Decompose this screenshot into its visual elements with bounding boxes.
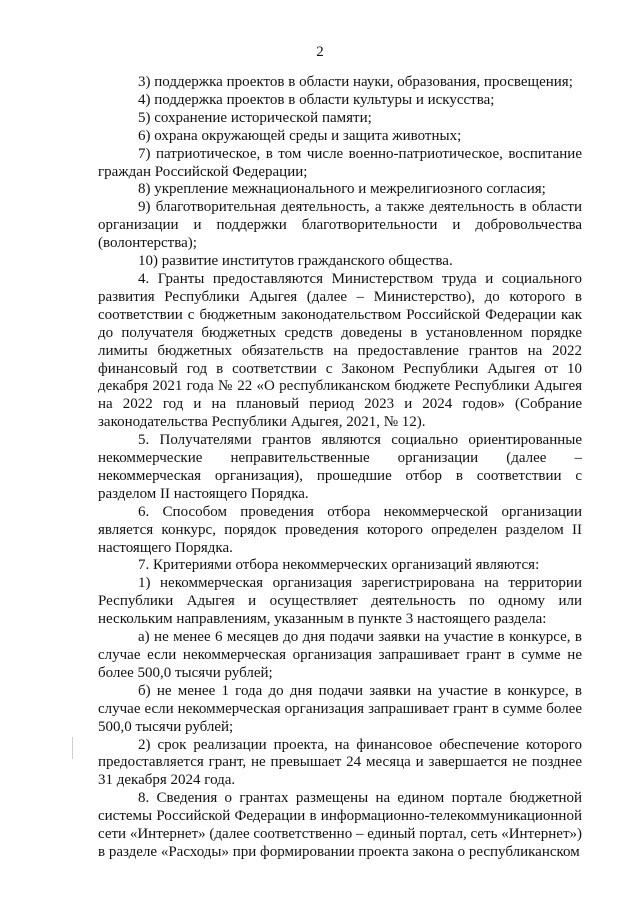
list-item-civil-society: 10) развитие институтов гражданского общества. <box>138 253 453 270</box>
list-item-patriotic-education: 7) патриотическое, в том числе военно-патриотическое, воспитание граждан Российской Федерации; <box>98 145 582 180</box>
clause-7-selection-criteria: 7. Критериями отбора некоммерческих организаций являются: <box>138 557 540 574</box>
list-item-historical-memory: 5) сохранение исторической памяти; <box>138 109 372 126</box>
criterion-1b: б) не менее 1 года до дня подачи заявки на участие в конкурсе, в случае если некоммерческая организация запрашивает грант в сумме более 500,0 тысячи рублей; <box>98 682 582 735</box>
clause-6-selection-method: 6. Способом проведения отбора некоммерческой организации является конкурс, порядок проведения которого определен разделом II настоящего Порядка. <box>98 503 582 556</box>
list-item-science: 3) поддержка проектов в области науки, образования, просвещения; <box>138 74 573 90</box>
clause-5-grant-recipients: 5. Получателями грантов являются социально ориентированные некоммерческие неправительственные организации (далее – некоммерческая организация), прошедшие отбор в соответствии с разделом II настоящего Порядка. <box>98 432 582 502</box>
scan-mark <box>72 737 73 759</box>
list-item-charity: 9) благотворительная деятельность, а также деятельность в области организации и поддержки благотворительности и добровольчества (волонтерства); <box>98 199 582 252</box>
criterion-1-registration: 1) некоммерческая организация зарегистрирована на территории Республики Адыгея и осуществляет деятельность по одному или нескольким направлениям, указанным в пункте 3 настоящего раздела: <box>98 575 582 628</box>
clause-8-grant-information: 8. Сведения о грантах размещены на едином портале бюджетной системы Российской Федерации в информационно-телекоммуникационной сети «Интернет» (далее соответственно – единый портал, сеть «Интернет») в разделе «Расходы» при формировании проекта закона о республиканском <box>98 790 582 860</box>
list-item-interethnic-harmony: 8) укрепление межнационального и межрелигиозного согласия; <box>138 181 546 198</box>
criterion-1a: а) не менее 6 месяцев до дня подачи заявки на участие в конкурсе, в случае если некоммерческая организация запрашивает грант в сумме не более 500,0 тысячи рублей; <box>98 629 582 681</box>
list-item-environment: 6) охрана окружающей среды и защита животных; <box>138 127 462 144</box>
criterion-2-project-term: 2) срок реализации проекта, на финансовое обеспечение которого предоставляется грант, не превышает 24 месяца и завершается не позднее 31 декабря 2024 года. <box>98 736 582 789</box>
document-body <box>98 74 582 862</box>
page-number: 2 <box>316 44 324 60</box>
clause-4-grant-provider: 4. Гранты предоставляются Министерством труда и социального развития Республики Адыгея (далее – Министерство), до которого в соответствии с бюджетным законодательством Российской Федерации как до получателя бюджетных средств доведены в установленном порядке лимиты бюджетных обязательств на предоставление грантов на 2022 финансовый год в соответствии с Законом Республики Адыгея от 10 декабря 2021 года № 22 «О республиканском бюджете Республики Адыгея на 2022 год и на плановый период 2023 и 2024 годов» (Собрание законодательства Республики Адыгея, 2021, № 12). <box>98 270 582 431</box>
list-item-culture: 4) поддержка проектов в области культуры и искусства; <box>138 91 495 108</box>
